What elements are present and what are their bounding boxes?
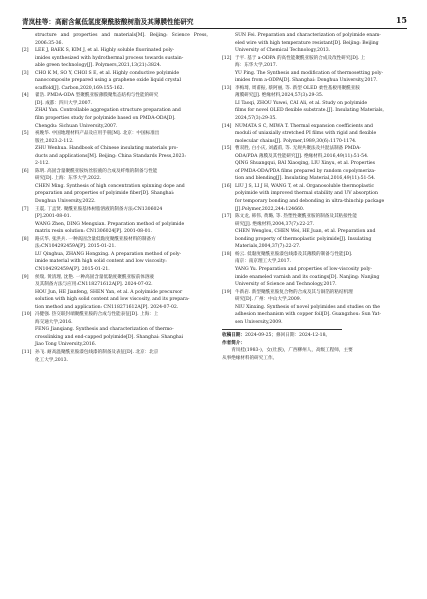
- reference-item: [222, 145, 408, 183]
- reference-text: [35, 168, 208, 206]
- reference-line: ODA/PDA 薄膜及其性能研究[J]. 绝缘材料,2016,49(11):51-54.: [235, 153, 369, 159]
- reference-continuation: structure and properties and materials[M]. Beijing: Science Press, 2006:35-36.: [35, 33, 208, 46]
- reference-number: [6]: [22, 168, 29, 174]
- reference-text: [35, 311, 208, 349]
- reference-continuation: [222, 32, 408, 55]
- reference-line: Materials,2004,37(7):22-27.: [235, 244, 301, 250]
- reference-line: imide enameled varnish and its coatings[D]. Nanjing: Nanjing: [235, 274, 380, 280]
- reference-line: 冯健强. 热交联封端聚酰亚胺的合成与性能表征[D]. 上海：上: [35, 312, 159, 318]
- reference-line: polyimide with improved thermal stability and UV absorption: [235, 191, 378, 197]
- reference-line: tion method and application: CN118271612A[P]. 2024-07-02.: [35, 304, 179, 310]
- reference-line: CHEN Ming. Synthesis of high concentration spinning dope and: [35, 183, 185, 189]
- reference-text: [235, 251, 408, 289]
- reference-line: solution with high solid content and low viscosity, and its prepara-: [35, 297, 190, 303]
- reference-list-right: [222, 55, 408, 327]
- reference-line: 海交通大学,2016.: [35, 319, 73, 325]
- reference-line: [J].Polymer,2022,244:124660.: [235, 206, 305, 212]
- received-dates: [222, 332, 408, 340]
- reference-item: [22, 47, 208, 70]
- reference-number: [19]: [222, 289, 232, 295]
- reference-line: Chengdu: Sichuan University,2007.: [35, 123, 118, 129]
- reference-text: [235, 145, 408, 183]
- reference-item: [222, 123, 408, 146]
- reference-line: 2024,57(3):29-35.: [235, 116, 277, 122]
- reference-line: films for novel OLED flexible substrate.[J]. Insulating Materials,: [235, 108, 384, 114]
- reference-item: [22, 130, 208, 168]
- reference-text: [35, 47, 208, 70]
- reference-item: [22, 236, 208, 274]
- reference-line: tion and blending[J]. Insulating Material,2016,49(11):51-54.: [235, 176, 376, 182]
- reference-line: ZHAI Yan. Controllable aggregation structure preparation and: [35, 108, 181, 114]
- reference-text: [235, 213, 408, 251]
- reference-text: [235, 123, 408, 146]
- reference-line: 薄膜研究[J]. 绝缘材料,2024,57(3):29-35.: [235, 93, 324, 99]
- reference-line: for temporary bonding and debonding in ultra-thinchip package: [235, 199, 385, 205]
- reference-item: [222, 85, 408, 123]
- reference-number: [16]: [222, 183, 232, 189]
- reference-number: [8]: [22, 236, 29, 242]
- reference-text: [235, 85, 408, 123]
- reference-text: [35, 206, 208, 236]
- reference-line: University of Science and Technology,2017.: [235, 282, 337, 288]
- reference-number: [11]: [22, 349, 32, 355]
- reference-number: [12]: [222, 55, 232, 61]
- reference-number: [3]: [22, 70, 29, 76]
- author-bio-line: 青岚桂(1983-)，女(壮族)，广西柳州人，高级工程师，主要: [222, 348, 353, 354]
- reference-line: 2-112.: [35, 161, 50, 167]
- reference-item: [22, 206, 208, 236]
- reference-item: [222, 183, 408, 213]
- reference-text: [35, 236, 208, 274]
- reference-line: Donghua University,2022.: [35, 199, 96, 205]
- reference-line: adhesion mechanism with copper foil[D]. Guangzhou: Sun Yat-: [235, 312, 381, 318]
- reference-line: ducts and applications[M]. Beijing: China Standards Press,2023:: [35, 153, 186, 159]
- reference-line: 孙飞. 耐高温聚酰亚胺漆包线漆的制备及表征[D]. 北京：北京: [35, 349, 159, 355]
- reference-number: [4]: [22, 93, 29, 99]
- reference-line: 化工大学,2013.: [35, 357, 68, 363]
- reference-line: 于平. 基于 a-ODPA 的高性能聚酰亚胺的合成及改性研究[D]. 上: [235, 55, 366, 61]
- reference-item: [222, 289, 408, 327]
- reference-line: ZHU Wenhua. Handbook of Chinese insulating materials pro-: [35, 146, 179, 152]
- reference-item: [22, 92, 208, 130]
- reference-number: [2]: [22, 48, 29, 54]
- reference-line: moduli of uniaxially stretched PI films with rigid and flexible: [235, 131, 377, 137]
- reference-line: 侯瑞, 黄清理, 沈艳. 一种高固含量低黏度聚酰亚胺前体溶液: [35, 274, 155, 280]
- reference-line: CN104292459A[P]. 2015-01-21.: [35, 266, 110, 272]
- reference-line: [P].2001-08-01.: [35, 214, 72, 220]
- dates-value: 2024-09-25；修回日期：2024-12-18。: [244, 333, 331, 339]
- reference-line: LI Taoqi, ZHOU Yuwei, CAI Ali, et al. Study on polyimide: [235, 100, 368, 106]
- reference-line: nanocomposite prepared using a graphene oxide liquid crystal: [35, 78, 181, 84]
- reference-line: LIU J S, LI J H, WANG T, et al. Organosoluble thermoplastic: [235, 183, 375, 189]
- reference-line: film properties study for polyimide based on PMDA-ODA[D].: [35, 116, 176, 122]
- reference-number: [5]: [22, 131, 29, 137]
- reference-line: 路庆华, 张洪兵. 一种高固含量低黏度聚酰亚胺材料的制备方: [35, 236, 156, 242]
- reference-number: [9]: [22, 274, 29, 280]
- reference-line: eled wire with high temperature resistant[D]. Beijing: Beijing: [235, 40, 379, 46]
- reference-line: SUN Fei. Preparation and characterization of polyimide enam-: [235, 33, 381, 38]
- reference-line: 法:CN104292459A[P]. 2015-01-21.: [35, 244, 116, 250]
- reference-text: [35, 130, 208, 168]
- reference-item: [222, 213, 408, 251]
- reference-line: crosslinking and end-capped polyimide[D]. Shanghai: Shanghai: [35, 334, 184, 340]
- reference-line: imide material with high solid content and low viscosity:: [35, 259, 167, 265]
- reference-line: 曹双胜, 白小庆, 刘鑫甫, 等. 无规共聚法及共混法制备 PMDA-: [235, 146, 361, 152]
- reference-line: CHO K M, SO Y, CHOI S E, et al. Highly conductive polyimide: [35, 70, 180, 76]
- reference-line: 南京：南京理工大学,2017.: [235, 259, 291, 265]
- reference-item: [22, 70, 208, 93]
- reference-text: [35, 349, 208, 364]
- reference-line: QING Shuangqui, BAI Xiaoqing, LIU Xinyu, et al. Properties: [235, 161, 375, 167]
- reference-line: 版社,2023:2-112.: [35, 138, 74, 144]
- reference-list-left: [22, 47, 208, 364]
- author-bio-line: 从事绝缘材料的研究工作。: [222, 355, 278, 361]
- reference-line: LEE J, BAEK S, KIM J, et al. Highly soluble fluorinated poly-: [35, 48, 175, 54]
- reference-line: molecular chains[J]. Polymer,1989,30(6):1170-1174.: [235, 138, 357, 144]
- reference-item: [222, 251, 408, 289]
- reference-line: 王震, 丁孟贤. 聚酰亚胺基体树脂溶液的制备方法:CN1306024: [35, 206, 163, 212]
- reference-line: LU Qinghua, ZHANG Hongxing. A preparation method of poly-: [35, 251, 182, 257]
- reference-line: preparation and properties of polyimide fiber[D]. Shanghai:: [35, 191, 175, 197]
- reference-number: [7]: [22, 206, 29, 212]
- reference-line: WANG Zhen, DING Mengxian. Preparation method of polyimide: [35, 221, 185, 227]
- right-column: [222, 32, 408, 363]
- reference-item: [22, 168, 208, 206]
- reference-line: FENG Jianqiang. Synthesis and characterization of thermo-: [35, 327, 174, 333]
- reference-line: YANG Yu. Preparation and properties of low-viscosity poly-: [235, 266, 372, 272]
- reference-line: 研究[J]. 绝缘材料,2004,37(7):22-27.: [235, 221, 315, 227]
- running-title: 青岚桂等：高耐含氟低氢度聚酰胺酸树脂及其薄膜性能研究: [22, 18, 194, 26]
- reference-line: 海：东华大学,2017.: [235, 63, 278, 69]
- reference-line: imides from a-ODPA[D]. Shanghai: Donghua University,2017.: [235, 78, 378, 84]
- reference-line: NUMATA S C, MIWA T. Thermal expansion coefficients and: [235, 123, 373, 129]
- author-bio: [222, 347, 408, 362]
- reference-line: sen University,2009.: [235, 319, 283, 325]
- reference-item: [222, 55, 408, 85]
- reference-line: able green technology[J]. Polymers,2021,13(21):3824.: [35, 63, 162, 69]
- reference-line: matrix resin solution: CN1306024[P]. 2001-08-01.: [35, 229, 152, 235]
- reference-line: 陈文龙, 韩伟, 黄璐, 等. 热塑性聚酰亚胺的制备及其粘接性能: [235, 214, 357, 220]
- reference-item: [22, 311, 208, 349]
- reference-number: [15]: [222, 146, 232, 152]
- reference-line: 杨云. 低黏度聚酰亚胺漆包线漆及其薄膜的制备与性能[D].: [235, 251, 353, 257]
- reference-line: University of Chemical Technology,2013.: [235, 48, 331, 54]
- reference-line: imides synthesized with hydrothermal process towards sustain-: [35, 55, 184, 61]
- reference-line: YU Ping. The Synthesis and modification of thermosetting poly-: [235, 70, 384, 76]
- left-column: [22, 32, 208, 364]
- dates-label: 收稿日期：: [222, 333, 245, 339]
- reference-line: Jiao Tong University,2016.: [35, 342, 97, 348]
- reference-line: HOU Jun, HE Jianfeng, SHEN Yan, et al. A polyimide precursor: [35, 289, 183, 295]
- reference-item: [22, 274, 208, 312]
- reference-number: [10]: [22, 312, 32, 318]
- running-header: [22, 16, 407, 29]
- reference-number: [17]: [222, 214, 232, 220]
- reference-line: [D]. 成都：四川大学,2007.: [35, 100, 92, 106]
- reference-line: 祝晚华. 中国地理材料产品及应用手册[M]. 北京：中国标准出: [35, 131, 160, 137]
- page-number: 15: [395, 15, 407, 25]
- reference-text: [235, 183, 408, 213]
- reference-text: [35, 92, 208, 130]
- reference-line: 李梅琦, 周甫振, 蔡阿丽, 等. 新型 OLED 柔性基板用聚酰亚胺: [235, 85, 360, 91]
- reference-line: scaffold[J]. Carbon,2020,169:155-162.: [35, 85, 125, 91]
- reference-line: CHEN Wenglou, CHEN Wei, HE Juan, et al. Preparation and: [235, 229, 376, 235]
- reference-line: 研究[D]. 广州：中山大学,2009.: [235, 297, 302, 303]
- reference-text: [235, 55, 408, 85]
- reference-number: [18]: [222, 251, 232, 257]
- reference-text: [35, 274, 208, 312]
- author-bio-heading: 作者简介：: [222, 340, 245, 346]
- reference-text: [35, 70, 208, 93]
- footnote-divider: [222, 329, 342, 330]
- reference-item: [22, 349, 208, 364]
- reference-number: [13]: [222, 85, 232, 91]
- reference-line: 牛新岩. 新型聚酰亚胺复合物的合成及其与铜箔的粘结机理: [235, 289, 353, 295]
- reference-line: 陈明. 高固含量聚酰亚胺纺丝胶液的合成及纤维的制备与性能: [35, 168, 158, 174]
- reference-line: 及其制备方法与应用:CN118271612A[P]. 2024-07-02.: [35, 282, 153, 288]
- reference-line: 翟浩. PMDA-ODA 型聚酰亚胺薄膜聚集态结构与性能的研究: [35, 93, 159, 99]
- reference-line: of PMDA-ODA/PDA films prepared by random copolymeriza-: [235, 168, 376, 174]
- reference-number: [14]: [222, 123, 232, 129]
- reference-line: NIU Xinxing. Synthesis of novel polyimides and studies on the: [235, 304, 380, 310]
- reference-line: 研究[D]. 上海：东华大学,2022.: [35, 176, 102, 182]
- reference-line: bonding property of thermoplastic polyimide[J]. Insulating: [235, 236, 372, 242]
- reference-text: [235, 289, 408, 327]
